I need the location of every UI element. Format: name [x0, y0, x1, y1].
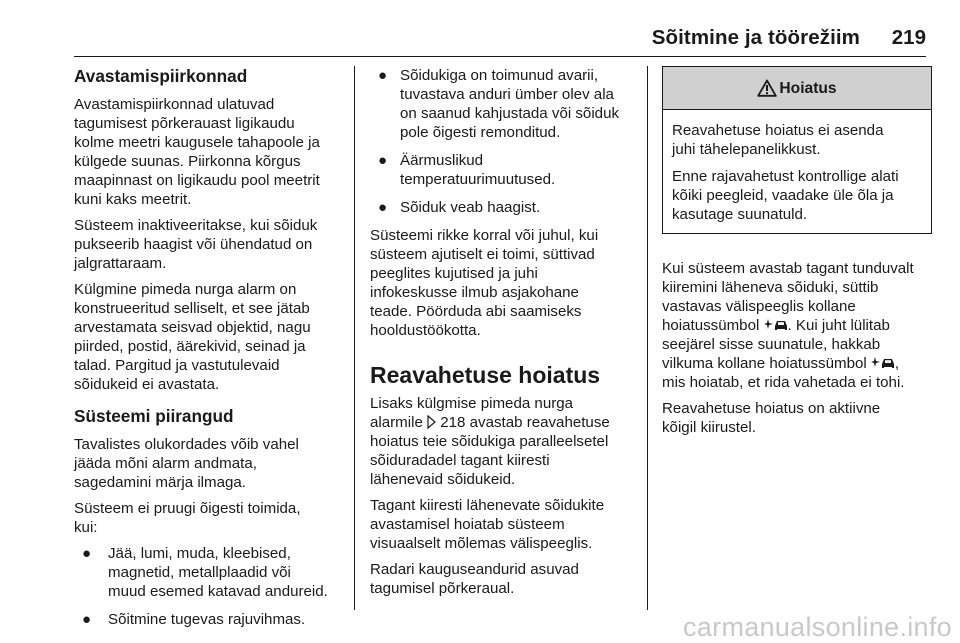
- list-item: ● Sõidukiga on toimunud avarii, tuvastava anduri ümber olev ala on saanud kahjustada või sõiduk pole õigesti remonditud.: [378, 67, 620, 141]
- warning-header: [663, 67, 931, 110]
- page-header: [0, 0, 960, 56]
- paragraph: Reavahetuse hoiatus on aktiivne kõigil kiirustel.: [662, 400, 881, 436]
- column-3: [662, 66, 932, 444]
- paragraph: Radari kauguseandurid asuvad tagumisel põrkeraual.: [370, 561, 579, 597]
- section-heading-system-limits: Süsteemi piirangud: [74, 406, 234, 426]
- column-divider-2: [647, 66, 648, 610]
- paragraph: Süsteemi rikke korral või juhul, kui süsteem ajutiselt ei toimi, süttivad peeglites kujutised ja juhi infokeskusse ilmub asjakohane teade. Pöörduda abi saamiseks hooldustöökotta.: [370, 227, 599, 339]
- list-item: ● Äärmuslikud temperatuurimuutused.: [378, 152, 556, 188]
- paragraph: Reavahetuse hoiatus ei asenda juhi tähelepanelikkust.: [672, 122, 884, 158]
- column-1: [74, 66, 346, 638]
- paragraph-with-symbols: Kui süsteem avastab tagant tunduvalt kiiremini läheneva sõiduki, süttib vastavas välispeeglis kollane hoiatussümbol . Kui juht lülitab seejärel sisse suunatule, hakkab vilkuma kollane hoiatussümbol , mis hoiatab, et rida vahetada ei tohi.: [662, 260, 914, 391]
- blind-spot-car-icon: [871, 356, 895, 370]
- paragraph: Tagant kiiresti lähenevate sõidukite avastamisel hoiatab süsteem visuaalselt mõlemas välispeeglis.: [370, 497, 605, 552]
- bullet-icon: ●: [82, 611, 92, 628]
- paragraph: Enne rajavahetust kontrollige alati kõiki peegleid, vaadake üle õla ja kasutage suunatuld.: [672, 168, 899, 223]
- bullet-list: [74, 544, 346, 629]
- paragraph: Tavalistes olukordades võib vahel jääda mõni alarm andmata, sagedamini märja ilmaga.: [74, 436, 299, 491]
- list-item: ● Sõitmine tugevas rajuvihmas.: [82, 611, 306, 628]
- watermark: carmanualsonline.info: [683, 612, 952, 642]
- bullet-icon: ●: [82, 545, 92, 562]
- column-divider-1: [354, 66, 355, 610]
- bullet-list: [370, 66, 638, 217]
- warning-body: [663, 110, 931, 233]
- section-heading-detection-zones: Avastamispiirkonnad: [74, 66, 248, 86]
- page-number: 219: [891, 26, 926, 49]
- paragraph: Süsteem ei pruugi õigesti toimida, kui:: [74, 500, 301, 536]
- list-item: ● Jää, lumi, muda, kleebised, magnetid, metallplaadid või muud esemed katavad andureid.: [82, 545, 328, 600]
- paragraph-with-reference: Lisaks külgmise pimeda nurga alarmile 218 avastab reavahetuse hoiatus teie sõidukiga paralleelsetel sõiduradadel tagant kiiresti lähenevaid sõidukeid.: [370, 395, 610, 488]
- blind-spot-car-icon: [764, 318, 788, 332]
- bullet-icon: ●: [378, 152, 388, 169]
- warning-triangle-icon: [757, 79, 777, 97]
- warning-title: Hoiatus: [779, 79, 837, 97]
- warning-box: [662, 66, 932, 234]
- column-2: [370, 66, 638, 605]
- paragraph: Avastamispiirkonnad ulatuvad tagumisest põrkerauast ligikaudu kolme meetri kaugusele tahapoole ja külgede suunas. Piirkonna kõrgus maapinnast on ligikaudu pool meetrit kuni kaks meetrit.: [74, 96, 320, 208]
- paragraph: Süsteem inaktiveeritakse, kui sõiduk pukseerib haagist või ühendatud on jalgrattaraam.: [74, 217, 318, 272]
- page-title: Sõitmine ja töörežiim: [651, 26, 860, 49]
- header-divider: [74, 56, 926, 57]
- paragraph: Külgmine pimeda nurga alarm on konstrueeritud selliselt, et see jätab arvestamata seisvad objektid, nagu piirded, postid, äärekivid, seinad ja talad. Pargitud ja vastutulevaid sõidukeid ei avastata.: [74, 281, 311, 393]
- page-reference-arrow-icon: [427, 415, 436, 429]
- section-heading-lane-change-alert: Reavahetuse hoiatus: [370, 362, 601, 388]
- bullet-icon: ●: [378, 199, 388, 216]
- page-reference[interactable]: 218: [440, 414, 466, 431]
- bullet-icon: ●: [378, 67, 388, 84]
- list-item: ● Sõiduk veab haagist.: [378, 199, 541, 216]
